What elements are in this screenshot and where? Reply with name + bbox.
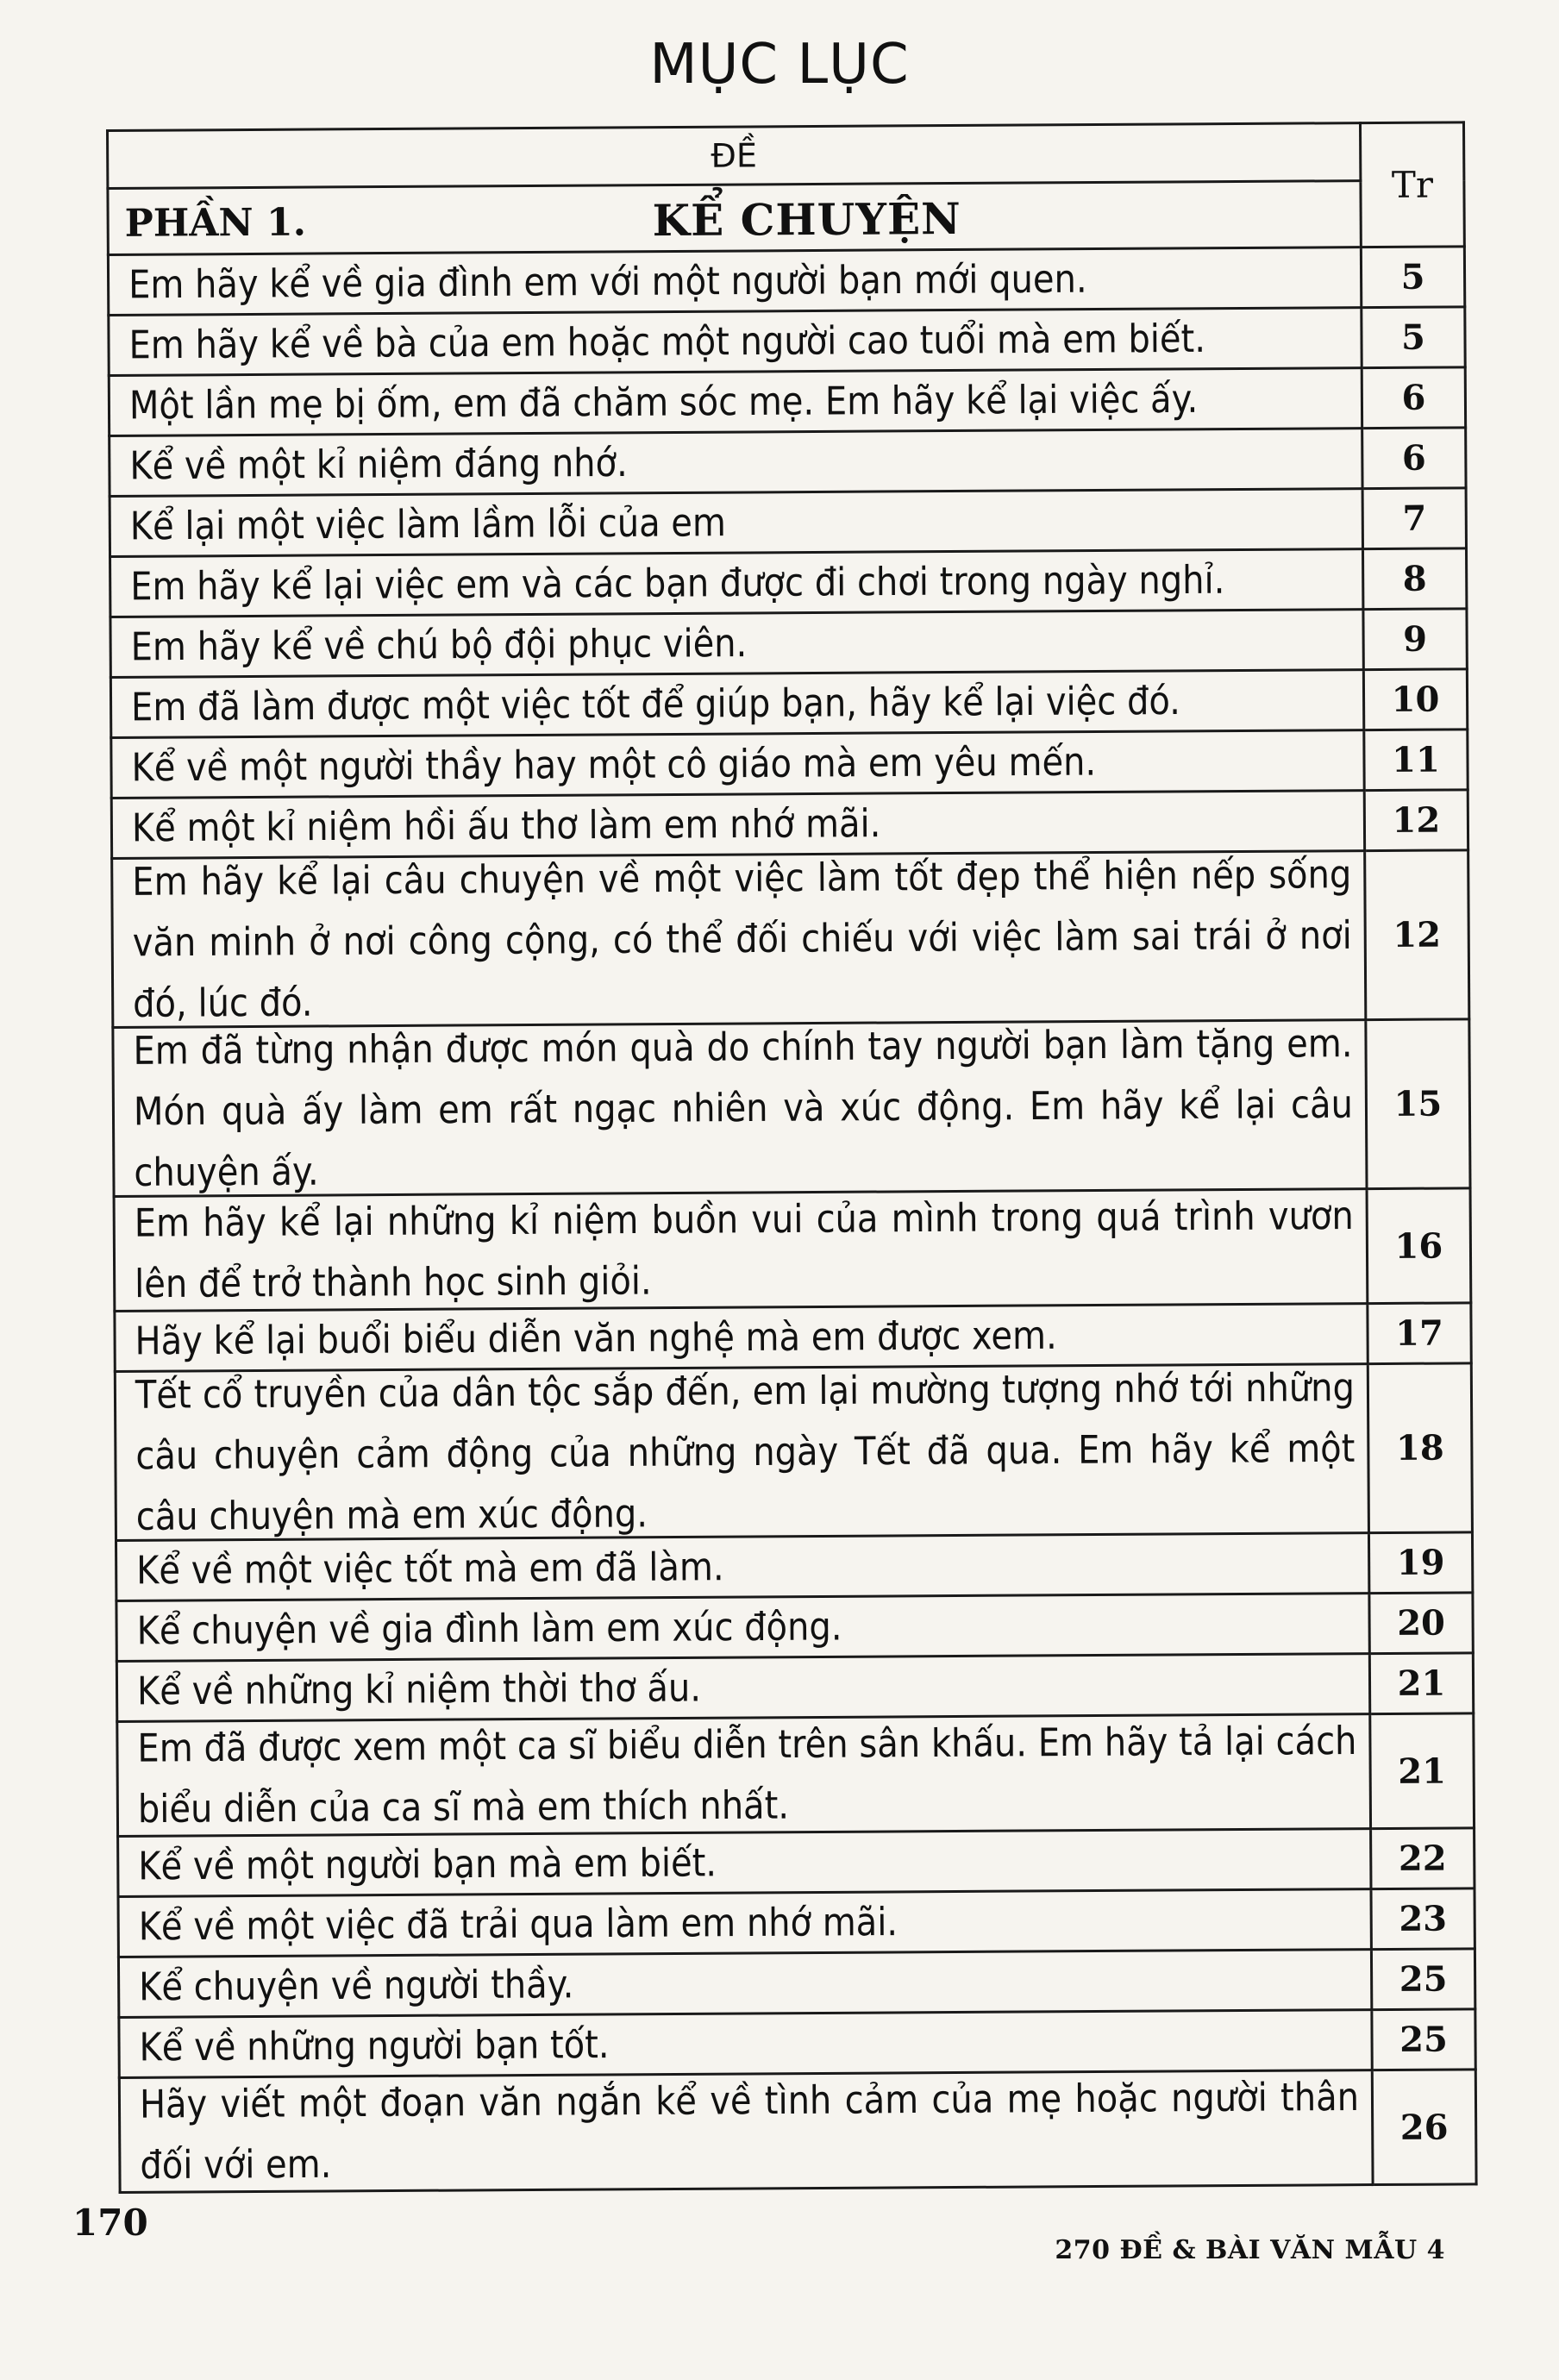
- table-row: [112, 850, 1469, 1028]
- entry-page: 16: [1367, 1188, 1471, 1304]
- entry-page: 17: [1368, 1303, 1471, 1364]
- entry-page: 6: [1362, 367, 1465, 429]
- entry-topic: Em hãy kể lại câu chuyện về một việc làm tốt đẹp thể hiện nếp sống văn minh ở nơi công cộng, có thể đối chiếu với việc làm sai trái ở nơi đó, lúc đó.: [112, 841, 1366, 1037]
- entry-topic: Em hãy kể về chú bộ đội phục viên.: [110, 605, 1363, 680]
- entry-page: 9: [1363, 609, 1467, 670]
- entry-page: 10: [1363, 669, 1467, 730]
- page-title: MỤC LỤC: [649, 33, 910, 97]
- entry-topic: Kể chuyện về người thầy.: [118, 1945, 1371, 2020]
- entry-topic: Kể về những kỉ niệm thời thơ ấu.: [116, 1650, 1369, 1725]
- entry-page: 5: [1361, 247, 1464, 308]
- entry-topic: Kể chuyện về gia đình làm em xúc động.: [116, 1589, 1369, 1664]
- section-label: PHẦN 1.: [124, 200, 307, 246]
- entry-topic: Kể về một việc tốt mà em đã làm.: [116, 1529, 1368, 1604]
- entry-page: 25: [1371, 1949, 1474, 2010]
- entry-topic: Hãy viết một đoạn văn ngắn kể về tình cảm của mẹ hoặc người thân đối với em.: [119, 2064, 1373, 2200]
- table-row: [117, 1713, 1474, 1837]
- entry-topic: Em đã được xem một ca sĩ biểu diễn trên sân khấu. Em hãy tả lại cách biểu diễn của ca sĩ mà em thích nhất.: [117, 1707, 1371, 1844]
- entry-topic: Kể về những người bạn tốt.: [119, 2006, 1372, 2081]
- entry-page: 21: [1370, 1713, 1474, 1829]
- section-row: [108, 180, 1464, 255]
- entry-topic: Kể về một người bạn mà em biết.: [118, 1825, 1371, 1900]
- entry-page: 15: [1366, 1019, 1470, 1189]
- header-page: Tr: [1360, 122, 1464, 247]
- entry-page: 19: [1368, 1532, 1472, 1594]
- entry-page: 26: [1372, 2070, 1476, 2185]
- entry-topic: Em hãy kể về bà của em hoặc một người cao tuổi mà em biết.: [109, 304, 1362, 379]
- table-row: [115, 1363, 1472, 1541]
- footer-book-title: 270 ĐỀ & BÀI VĂN MẪU 4: [1055, 2235, 1445, 2265]
- table-row: [119, 2070, 1476, 2193]
- toc-table: [106, 121, 1478, 2194]
- entry-page: 7: [1362, 488, 1466, 549]
- section-name: KỂ CHUYỆN: [652, 192, 961, 247]
- entry-page: 8: [1362, 548, 1466, 610]
- entry-topic: Hãy kể lại buổi biểu diễn văn nghệ mà em được xem.: [115, 1300, 1368, 1375]
- entry-page: 12: [1364, 790, 1468, 851]
- entry-topic: Em hãy kể về gia đình em với một người bạn mới quen.: [108, 243, 1361, 318]
- entry-topic: Một lần mẹ bị ốm, em đã chăm sóc mẹ. Em hãy kể lại việc ấy.: [109, 364, 1362, 439]
- toc-body: [108, 247, 1476, 2193]
- entry-page: 18: [1368, 1363, 1472, 1533]
- table-row: [114, 1188, 1471, 1312]
- entry-topic: Tết cổ truyền của dân tộc sắp đến, em lại mường tượng nhớ tới những câu chuyện cảm động của những ngày Tết đã qua. Em hãy kể một câu chuyện mà em xúc động.: [115, 1354, 1368, 1550]
- section-heading: [108, 181, 1361, 255]
- entry-topic: Kể về một việc đã trải qua làm em nhớ mãi.: [118, 1885, 1371, 1960]
- entry-topic: Em hãy kể lại việc em và các bạn được đi chơi trong ngày nghỉ.: [110, 545, 1363, 620]
- entry-topic: Kể một kỉ niệm hồi ấu thơ làm em nhớ mãi.: [111, 786, 1364, 861]
- entry-topic: Kể về một người thầy hay một cô giáo mà em yêu mến.: [111, 726, 1364, 801]
- entry-page: 6: [1362, 428, 1466, 489]
- entry-topic: Kể lại một việc làm lầm lỗi của em: [110, 485, 1362, 560]
- entry-page: 11: [1364, 730, 1468, 791]
- entry-page: 12: [1365, 850, 1469, 1020]
- entry-page: 20: [1369, 1593, 1473, 1654]
- header-topic: ĐỀ: [108, 123, 1361, 189]
- entry-page: 25: [1372, 2009, 1475, 2070]
- entry-page: 23: [1371, 1888, 1474, 1950]
- entry-page: 22: [1371, 1828, 1474, 1889]
- table-header-row: [108, 122, 1464, 189]
- entry-topic: Em hãy kể lại những kỉ niệm buồn vui của mình trong quá trình vươn lên để trở thành học sinh giỏi.: [114, 1182, 1368, 1318]
- table-row: [113, 1019, 1470, 1197]
- entry-page: 5: [1362, 307, 1465, 368]
- entry-topic: Em đã từng nhận được món quà do chính tay người bạn làm tặng em. Món quà ấy làm em rất ngạc nhiên và xúc động. Em hãy kể lại câu chuyện ấy.: [113, 1010, 1367, 1206]
- entry-topic: Em đã làm được một việc tốt để giúp bạn, hãy kể lại việc đó.: [110, 666, 1363, 741]
- footer-page-number: 170: [72, 2202, 148, 2244]
- entry-page: 21: [1369, 1653, 1473, 1714]
- entry-topic: Kể về một kỉ niệm đáng nhớ.: [110, 424, 1362, 499]
